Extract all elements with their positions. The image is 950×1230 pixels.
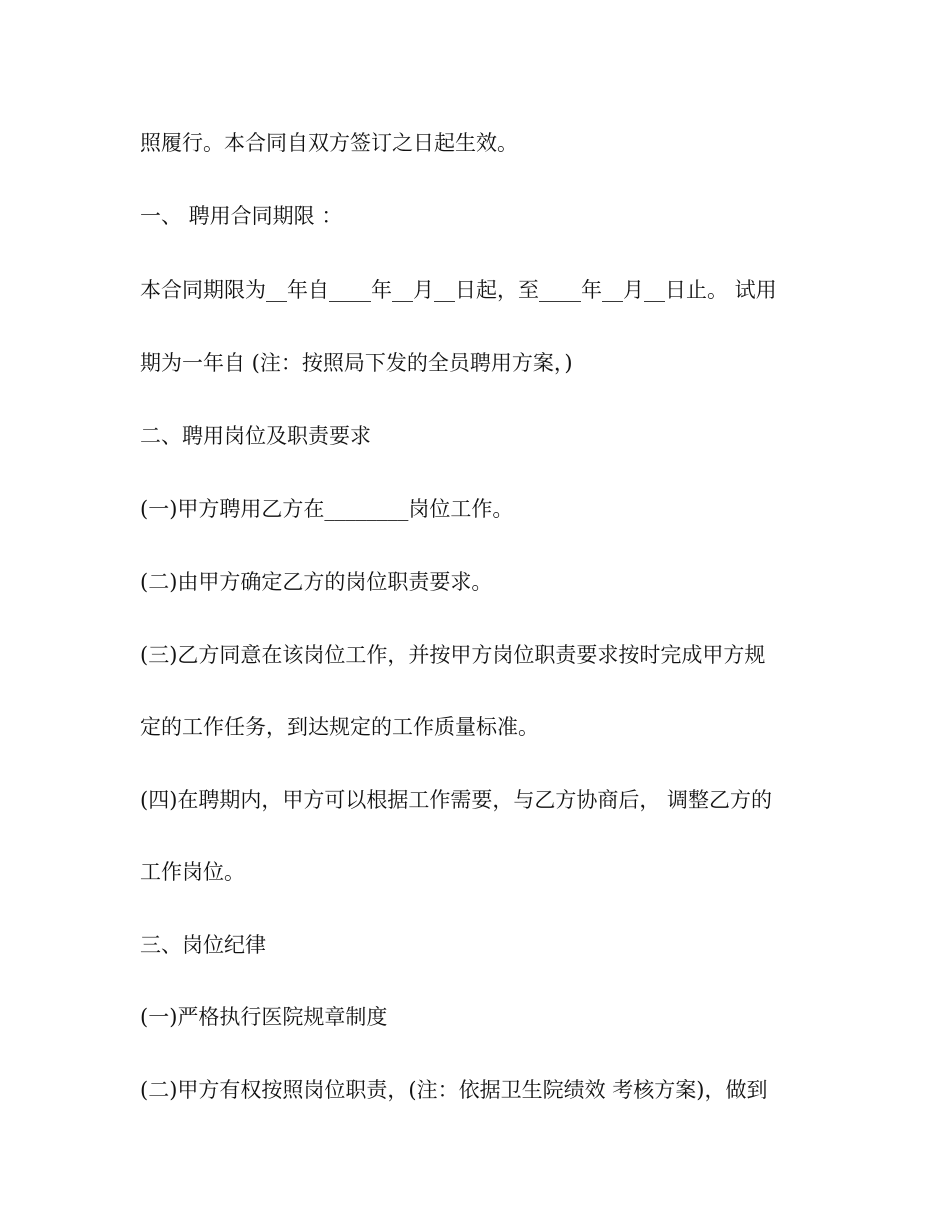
- text-line: 期为一年自 (注：按照局下发的全员聘用方案，): [140, 351, 573, 375]
- section-heading: 二、聘用岗位及职责要求: [140, 424, 371, 448]
- text-line: (一)严格执行医院规章制度: [140, 1005, 388, 1029]
- text-line: (一)甲方聘用乙方在________岗位工作。: [140, 497, 514, 521]
- text-line: (二)甲方有权按照岗位职责，(注：依据卫生院绩效 考核方案)，做到: [140, 1078, 768, 1102]
- section-heading: 一、 聘用合同期限 ：: [140, 204, 343, 228]
- text-line: 照履行。本合同自双方签订之日起生效。: [140, 131, 518, 155]
- text-line: (二)由甲方确定乙方的岗位职责要求。: [140, 570, 493, 594]
- text-line: (三)乙方同意在该岗位工作，并按甲方岗位职责要求按时完成甲方规: [140, 643, 766, 667]
- section-heading: 三、岗位纪律: [140, 933, 266, 957]
- text-line: (四)在聘期内，甲方可以根据工作需要，与乙方协商后， 调整乙方的: [140, 788, 773, 812]
- text-line: 定的工作任务，到达规定的工作质量标准。: [140, 715, 539, 739]
- text-line: 本合同期限为__年自____年__月__日起，至____年__月__日止。 试用: [140, 278, 777, 302]
- text-line: 工作岗位。: [140, 860, 245, 884]
